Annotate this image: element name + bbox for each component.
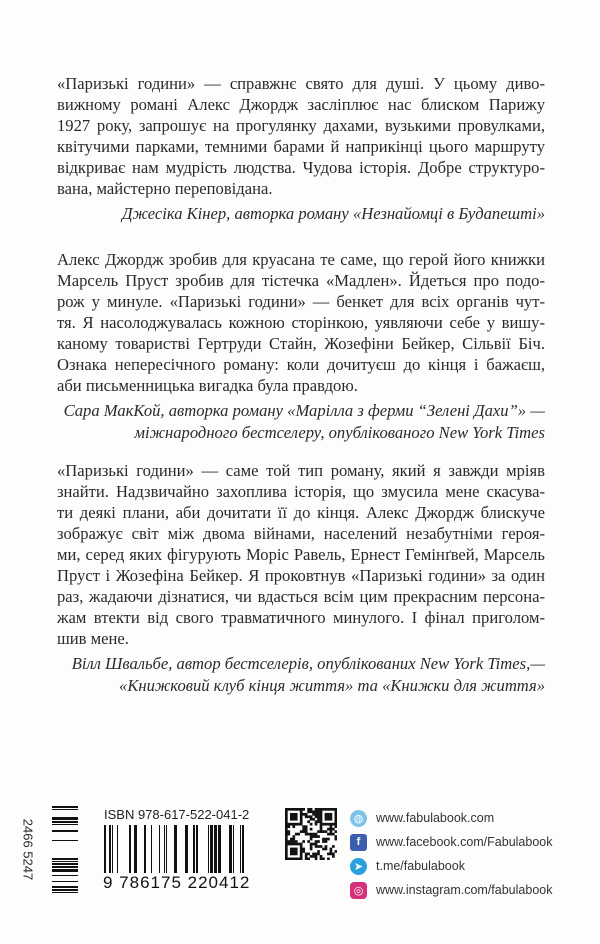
review-attribution: Сара МакКой, авторка роману «Марілла з ферми “Зелені Дахи”» — — [63, 401, 545, 420]
facebook-icon: f — [350, 834, 367, 851]
publisher-footer — [0, 800, 600, 900]
review-attribution: Вілл Швальбе, автор бестселерів, опублікованих New York Times,— — [71, 654, 545, 673]
review-text-line: 1927 року, запрошує на прогулянку дахами, вузькими провулками, — [57, 116, 545, 135]
side-barcode — [42, 806, 78, 896]
review-text-line: вана, майстерно переповідана. — [57, 179, 273, 198]
link-website[interactable]: ◍ www.fabulabook.com — [350, 806, 552, 830]
review-text-line: Пруст і Жозефіна Бейкер. Я проковтнув «Паризькі години» за один — [57, 566, 545, 585]
review-text-line: каному товаристві Гертруди Стайн, Жозефіни Бейкер, Сільвії Біч. — [57, 334, 545, 353]
review-text-line: аби письменницька вигадка була правдою. — [57, 376, 358, 395]
review-text-line: тя. Я насолоджувалась кожною сторінкою, уявляючи себе у вишу- — [57, 313, 545, 332]
review-text-line: шив мене. — [57, 629, 129, 648]
review-text-line: Марсель Пруст зробив для тістечка «Мадлен». Йдеться про подо- — [57, 271, 545, 290]
review-text-line: ти деякі плани, аби дочитати її до кінця. Алекс Джордж блискуче — [57, 503, 545, 522]
review-3 — [57, 460, 545, 696]
review-text-line: квітучими парками, темними барами й наприкінці цього маршруту — [57, 137, 545, 156]
link-instagram[interactable]: ◎ www.instagram.com/fabulabook — [350, 878, 552, 902]
review-attribution: Джесіка Кінер, авторка роману «Незнайомці в Будапешті» — [121, 204, 545, 223]
review-text-line: «Паризькі години» — справжнє свято для душі. У цьому диво- — [57, 74, 545, 93]
review-text-line: «Паризькі години» — саме той тип роману, який я завжди мріяв — [57, 461, 545, 480]
qr-code — [285, 808, 337, 860]
social-links — [350, 806, 552, 902]
telegram-icon: ➤ — [350, 858, 367, 875]
side-code: 2466 5247 — [20, 818, 36, 881]
link-facebook[interactable]: f www.facebook.com/Fabulabook — [350, 830, 552, 854]
link-telegram[interactable]: ➤ t.me/fabulabook — [350, 854, 552, 878]
review-attribution: міжнародного бестселеру, опублікованого New York Times — [134, 422, 545, 442]
review-text-line: ми, серед яких фігурують Моріс Равель, Ернест Гемінґвей, Марсель — [57, 545, 545, 564]
review-attribution: «Книжковий клуб кінця життя» та «Книжки для життя» — [119, 675, 545, 695]
instagram-icon: ◎ — [350, 882, 367, 899]
globe-icon: ◍ — [350, 810, 367, 827]
isbn-barcode — [104, 825, 246, 873]
review-text-line: жам втекти від свого травматичного минулого. І фінал приголом- — [57, 608, 545, 627]
review-text-line: вижному романі Алекс Джордж засліплює нас блиском Парижу — [57, 95, 545, 114]
review-text-line: раз, жадаючи дізнатися, чи вдасться всім цим прекрасним персона- — [57, 587, 545, 606]
review-text-line: зображує світ між двома війнами, населений незабутніми героя- — [57, 524, 545, 543]
review-text-line: знайти. Надзвичайно захоплива історія, що змусила мене скасува- — [57, 482, 545, 501]
isbn: ISBN 978-617-522-041-2 — [104, 807, 250, 822]
review-text-line: відкриває нам мудрість людства. Чудова історія. Добре структуро- — [57, 158, 545, 177]
review-text-line: Ознака непересічного роману: коли дочитуєш до кінця і бажаєш, — [57, 355, 545, 374]
review-1 — [57, 73, 545, 225]
review-2 — [57, 249, 545, 443]
review-text-line: Алекс Джордж зробив для круасана те саме, що герой його книжки — [57, 250, 545, 269]
review-text-line: рож у минуле. «Паризькі години» — бенкет для всіх органів чут- — [57, 292, 545, 311]
barcode-digits: 9 786175 220412 — [103, 873, 251, 892]
